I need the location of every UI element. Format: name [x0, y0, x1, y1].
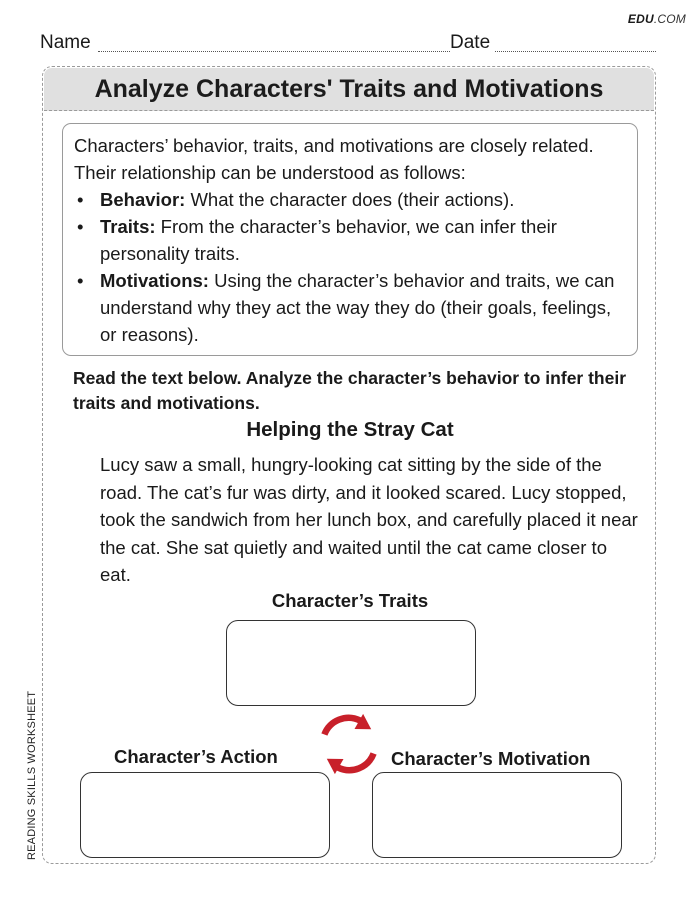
info-intro: Characters’ behavior, traits, and motivations are closely related. Their relationship can be understood as follows: [74, 135, 594, 183]
traits-label: Character’s Traits [271, 590, 429, 611]
date-label: Date [450, 32, 491, 53]
bullet-traits-term: Traits: [100, 216, 156, 237]
name-label: Name [40, 32, 91, 53]
bullet-behavior-text: What the character does (their actions). [185, 189, 515, 210]
brand-logo-suffix: .COM [653, 12, 686, 26]
brand-logo[interactable] [628, 12, 686, 26]
info-box [62, 123, 638, 356]
instruction-text: Read the text below. Analyze the character’s behavior to infer their traits and motivations. [73, 368, 627, 413]
bullet-motivations-term: Motivations: [100, 270, 209, 291]
story-passage [100, 451, 640, 589]
cycle-arrows-icon [313, 708, 385, 780]
bullet-traits [74, 213, 627, 267]
motivation-answer-box[interactable] [372, 772, 622, 858]
traits-answer-box[interactable] [226, 620, 476, 706]
worksheet-title: Analyze Characters' Traits and Motivations [44, 68, 654, 111]
motivation-label: Character’s Motivation [391, 748, 591, 769]
story-text: Lucy saw a small, hungry-looking cat sitting by the side of the road. The cat’s fur was dirty, and it looked scared. Lucy stopped, took the sandwich from her lunch box, and carefully placed it near the cat. She sat quietly and waited until the cat came closer to eat. [100, 454, 638, 586]
action-answer-box[interactable] [80, 772, 330, 858]
bullet-motivations-text: Using the character’s behavior and traits, we can understand why they act the way they do (their goals, feelings, or reasons). [100, 270, 615, 345]
action-label: Character’s Action [114, 746, 278, 767]
date-field[interactable] [495, 51, 656, 52]
info-bullet-list [74, 186, 627, 348]
bullet-behavior [74, 186, 627, 213]
name-field[interactable] [98, 51, 476, 52]
bullet-behavior-term: Behavior: [100, 189, 186, 210]
brand-logo-bold: EDU [627, 12, 654, 26]
name-date-row [40, 30, 658, 54]
side-label: READING SKILLS WORKSHEET [26, 690, 38, 860]
story-title: Helping the Stray Cat [246, 418, 454, 441]
bullet-traits-text: From the character’s behavior, we can infer their personality traits. [100, 216, 557, 264]
bullet-motivations [74, 267, 627, 348]
